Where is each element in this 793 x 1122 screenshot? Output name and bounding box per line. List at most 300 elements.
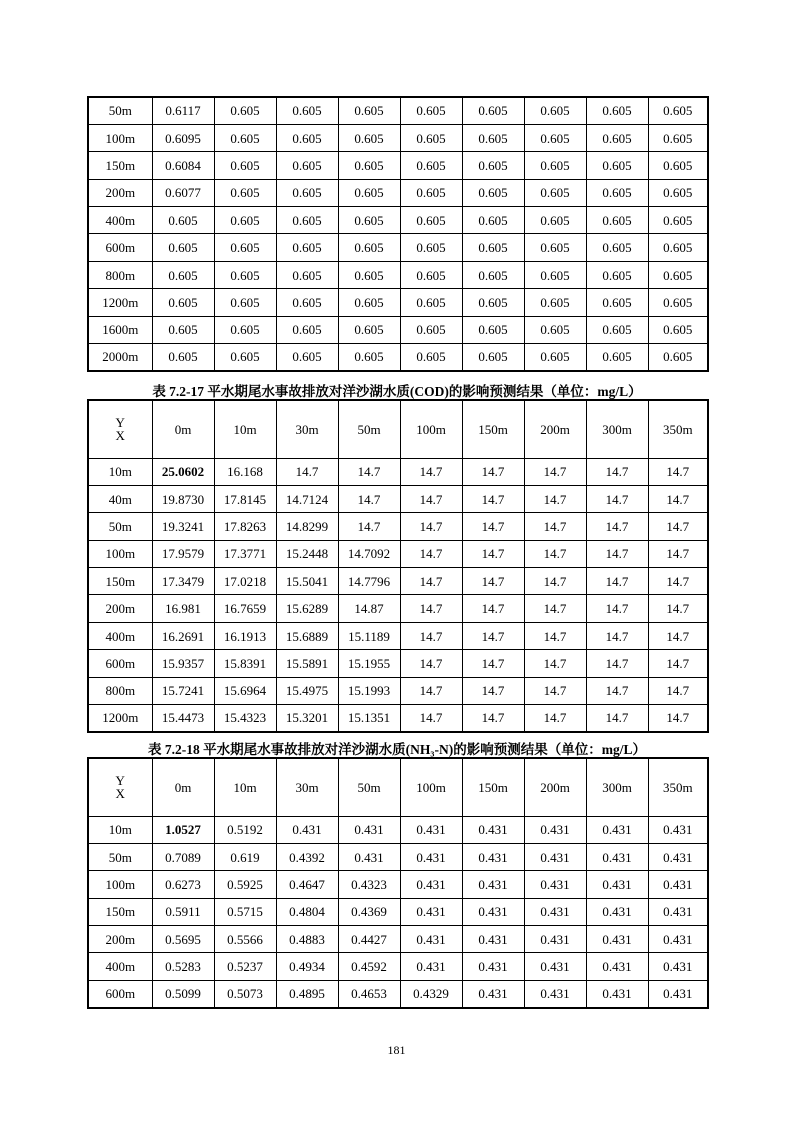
data-cell: 0.431 — [648, 953, 708, 980]
data-cell: 0.605 — [400, 261, 462, 288]
data-cell: 0.605 — [338, 316, 400, 343]
table-row — [88, 207, 708, 234]
data-cell: 0.605 — [524, 207, 586, 234]
data-cell: 14.7 — [462, 622, 524, 649]
data-cell: 0.431 — [462, 843, 524, 870]
data-cell: 0.605 — [276, 316, 338, 343]
data-cell: 14.7 — [400, 458, 462, 485]
column-header: 0m — [152, 400, 214, 458]
data-cell: 0.5695 — [152, 926, 214, 953]
data-cell: 0.431 — [338, 816, 400, 843]
data-cell: 0.605 — [152, 234, 214, 261]
data-cell: 0.605 — [586, 124, 648, 151]
data-cell: 0.5192 — [214, 816, 276, 843]
row-header-cell: 2000m — [88, 344, 152, 371]
data-cell: 0.605 — [214, 97, 276, 124]
data-cell: 15.4473 — [152, 705, 214, 732]
data-cell: 0.605 — [524, 97, 586, 124]
row-header-cell: 50m — [88, 843, 152, 870]
data-cell: 0.431 — [400, 843, 462, 870]
table-cod — [87, 399, 709, 733]
row-header-cell: 50m — [88, 97, 152, 124]
data-cell: 0.605 — [648, 97, 708, 124]
column-header: 100m — [400, 758, 462, 816]
data-cell: 0.605 — [214, 234, 276, 261]
data-cell: 0.605 — [462, 207, 524, 234]
data-cell: 14.7 — [400, 595, 462, 622]
data-cell: 0.605 — [524, 234, 586, 261]
data-cell: 0.605 — [338, 261, 400, 288]
table-row — [88, 595, 708, 622]
data-cell: 0.5925 — [214, 871, 276, 898]
data-cell: 0.605 — [462, 344, 524, 371]
data-cell: 0.605 — [586, 344, 648, 371]
row-header-cell: 200m — [88, 595, 152, 622]
data-cell: 14.7 — [586, 595, 648, 622]
data-cell: 14.7 — [462, 513, 524, 540]
column-header: 0m — [152, 758, 214, 816]
data-cell: 0.6273 — [152, 871, 214, 898]
data-cell: 14.7 — [524, 650, 586, 677]
column-header: 100m — [400, 400, 462, 458]
data-cell: 0.605 — [524, 179, 586, 206]
data-cell: 0.605 — [338, 179, 400, 206]
data-cell: 15.1993 — [338, 677, 400, 704]
data-cell: 0.605 — [586, 97, 648, 124]
row-header-cell: 40m — [88, 485, 152, 512]
data-cell: 0.5073 — [214, 980, 276, 1007]
data-cell: 0.431 — [462, 953, 524, 980]
corner-cell — [88, 758, 152, 816]
data-cell: 0.431 — [524, 871, 586, 898]
row-header-cell: 150m — [88, 568, 152, 595]
data-cell: 0.4883 — [276, 926, 338, 953]
table-row — [88, 871, 708, 898]
data-cell: 0.605 — [276, 124, 338, 151]
data-cell: 0.605 — [462, 316, 524, 343]
data-cell: 0.6095 — [152, 124, 214, 151]
data-cell: 14.7 — [400, 622, 462, 649]
data-cell: 14.7 — [648, 705, 708, 732]
data-cell: 0.605 — [214, 179, 276, 206]
table-row — [88, 152, 708, 179]
data-cell: 14.7 — [462, 677, 524, 704]
corner-x: X — [115, 786, 125, 802]
table3-body — [88, 816, 708, 1008]
data-cell: 0.431 — [586, 843, 648, 870]
data-cell: 14.7 — [400, 677, 462, 704]
table-row — [88, 650, 708, 677]
data-cell: 0.605 — [524, 124, 586, 151]
data-cell: 1.0527 — [152, 816, 214, 843]
data-cell: 0.605 — [152, 261, 214, 288]
table-row — [88, 926, 708, 953]
data-cell: 0.605 — [276, 289, 338, 316]
data-cell: 0.4592 — [338, 953, 400, 980]
table-row — [88, 261, 708, 288]
column-header: 150m — [462, 400, 524, 458]
data-cell: 0.431 — [524, 843, 586, 870]
data-cell: 17.3479 — [152, 568, 214, 595]
data-cell: 0.605 — [524, 316, 586, 343]
data-cell: 0.5715 — [214, 898, 276, 925]
data-cell: 0.431 — [524, 953, 586, 980]
table-row — [88, 316, 708, 343]
data-cell: 0.605 — [648, 289, 708, 316]
data-cell: 0.6117 — [152, 97, 214, 124]
column-header: 50m — [338, 400, 400, 458]
data-cell: 0.605 — [214, 316, 276, 343]
column-header: 200m — [524, 400, 586, 458]
data-cell: 14.7 — [648, 458, 708, 485]
data-cell: 0.605 — [400, 179, 462, 206]
data-cell: 0.4329 — [400, 980, 462, 1007]
data-cell: 14.7 — [648, 485, 708, 512]
data-cell: 15.4975 — [276, 677, 338, 704]
row-header-cell: 400m — [88, 953, 152, 980]
data-cell: 15.5891 — [276, 650, 338, 677]
data-cell: 14.7 — [586, 650, 648, 677]
data-cell: 14.7 — [338, 485, 400, 512]
data-cell: 0.4323 — [338, 871, 400, 898]
data-cell: 0.605 — [152, 207, 214, 234]
data-cell: 16.981 — [152, 595, 214, 622]
row-header-cell: 800m — [88, 261, 152, 288]
data-cell: 14.7 — [648, 513, 708, 540]
data-cell: 0.605 — [462, 124, 524, 151]
data-cell: 0.431 — [648, 926, 708, 953]
data-cell: 14.7 — [462, 650, 524, 677]
data-cell: 16.2691 — [152, 622, 214, 649]
data-cell: 15.6289 — [276, 595, 338, 622]
data-cell: 14.7 — [586, 568, 648, 595]
data-cell: 14.7 — [586, 540, 648, 567]
data-cell: 0.431 — [586, 898, 648, 925]
data-cell: 15.9357 — [152, 650, 214, 677]
data-cell: 0.4804 — [276, 898, 338, 925]
data-cell: 16.1913 — [214, 622, 276, 649]
table-row — [88, 289, 708, 316]
data-cell: 0.5566 — [214, 926, 276, 953]
row-header-cell: 10m — [88, 458, 152, 485]
table-row — [88, 344, 708, 371]
data-cell: 0.605 — [648, 261, 708, 288]
data-cell: 0.605 — [586, 179, 648, 206]
data-cell: 0.431 — [648, 843, 708, 870]
data-cell: 0.605 — [586, 261, 648, 288]
data-cell: 0.605 — [276, 97, 338, 124]
row-header-cell: 200m — [88, 179, 152, 206]
data-cell: 25.0602 — [152, 458, 214, 485]
data-cell: 14.7 — [524, 540, 586, 567]
data-cell: 0.605 — [338, 124, 400, 151]
data-cell: 14.7 — [648, 650, 708, 677]
data-cell: 14.7 — [276, 458, 338, 485]
data-cell: 0.605 — [524, 289, 586, 316]
table2-header — [88, 400, 708, 458]
table-row — [88, 97, 708, 124]
data-cell: 0.605 — [214, 152, 276, 179]
data-cell: 17.8145 — [214, 485, 276, 512]
data-cell: 0.605 — [648, 207, 708, 234]
header-row — [88, 758, 708, 816]
data-cell: 17.0218 — [214, 568, 276, 595]
data-cell: 14.7 — [586, 677, 648, 704]
data-cell: 0.605 — [276, 234, 338, 261]
data-cell: 0.605 — [462, 289, 524, 316]
data-cell: 0.605 — [586, 207, 648, 234]
data-cell: 14.87 — [338, 595, 400, 622]
column-header: 30m — [276, 758, 338, 816]
data-cell: 14.7 — [586, 485, 648, 512]
table-row — [88, 898, 708, 925]
data-cell: 0.605 — [648, 234, 708, 261]
data-cell: 0.605 — [214, 289, 276, 316]
data-cell: 14.7 — [462, 568, 524, 595]
table3-header — [88, 758, 708, 816]
data-cell: 0.5911 — [152, 898, 214, 925]
table-row — [88, 179, 708, 206]
data-cell: 14.7 — [648, 595, 708, 622]
table-row — [88, 816, 708, 843]
data-cell: 14.7092 — [338, 540, 400, 567]
data-cell: 15.1955 — [338, 650, 400, 677]
data-cell: 0.431 — [400, 816, 462, 843]
data-cell: 14.7 — [586, 705, 648, 732]
data-cell: 0.431 — [524, 898, 586, 925]
data-cell: 19.8730 — [152, 485, 214, 512]
data-cell: 0.605 — [276, 344, 338, 371]
table-row — [88, 540, 708, 567]
data-cell: 0.605 — [648, 344, 708, 371]
corner-y: Y — [115, 415, 125, 431]
table3-caption: 表 7.2-18 平水期尾水事故排放对洋沙湖水质(NH₃-N)的影响预测结果（单位：mg/L） — [148, 742, 646, 757]
table-row — [88, 677, 708, 704]
data-cell: 0.605 — [524, 261, 586, 288]
data-cell: 14.7 — [524, 677, 586, 704]
data-cell: 14.7 — [524, 458, 586, 485]
data-cell: 0.431 — [648, 898, 708, 925]
data-cell: 0.605 — [276, 261, 338, 288]
data-cell: 0.605 — [400, 152, 462, 179]
data-cell: 14.7 — [648, 622, 708, 649]
data-cell: 0.4647 — [276, 871, 338, 898]
data-cell: 0.605 — [152, 316, 214, 343]
column-header: 50m — [338, 758, 400, 816]
column-header: 350m — [648, 400, 708, 458]
data-cell: 14.7 — [400, 705, 462, 732]
data-cell: 0.431 — [524, 926, 586, 953]
data-cell: 14.7 — [462, 705, 524, 732]
data-cell: 14.7 — [648, 568, 708, 595]
data-cell: 0.605 — [400, 289, 462, 316]
data-cell: 0.431 — [586, 871, 648, 898]
data-cell: 0.605 — [524, 344, 586, 371]
data-cell: 14.7 — [400, 650, 462, 677]
data-cell: 15.5041 — [276, 568, 338, 595]
column-header: 30m — [276, 400, 338, 458]
data-cell: 0.4934 — [276, 953, 338, 980]
data-cell: 14.7 — [648, 540, 708, 567]
table-row — [88, 568, 708, 595]
data-cell: 0.5099 — [152, 980, 214, 1007]
column-header: 200m — [524, 758, 586, 816]
data-cell: 14.7 — [524, 568, 586, 595]
data-cell: 0.605 — [214, 124, 276, 151]
table-row — [88, 513, 708, 540]
data-cell: 0.6084 — [152, 152, 214, 179]
data-cell: 0.605 — [276, 152, 338, 179]
data-cell: 0.431 — [400, 953, 462, 980]
data-cell: 0.431 — [462, 926, 524, 953]
data-cell: 0.4392 — [276, 843, 338, 870]
table-row — [88, 843, 708, 870]
data-cell: 0.605 — [338, 207, 400, 234]
data-cell: 0.431 — [400, 926, 462, 953]
data-cell: 0.605 — [586, 289, 648, 316]
data-cell: 0.6077 — [152, 179, 214, 206]
table2-caption: 表 7.2-17 平水期尾水事故排放对洋沙湖水质(COD)的影响预测结果（单位：mg/L） — [152, 384, 642, 399]
data-cell: 15.7241 — [152, 677, 214, 704]
column-header: 10m — [214, 400, 276, 458]
data-cell: 14.7 — [524, 513, 586, 540]
table-row — [88, 622, 708, 649]
data-cell: 0.431 — [462, 898, 524, 925]
row-header-cell: 10m — [88, 816, 152, 843]
data-cell: 0.605 — [648, 152, 708, 179]
data-cell: 14.7 — [462, 595, 524, 622]
table-row — [88, 953, 708, 980]
row-header-cell: 600m — [88, 650, 152, 677]
table-nh3n — [87, 757, 709, 1009]
data-cell: 19.3241 — [152, 513, 214, 540]
data-cell: 0.431 — [648, 816, 708, 843]
header-row — [88, 400, 708, 458]
data-cell: 0.605 — [338, 152, 400, 179]
data-cell: 14.7 — [648, 677, 708, 704]
data-cell: 0.605 — [152, 344, 214, 371]
data-cell: 0.431 — [524, 816, 586, 843]
data-cell: 15.1351 — [338, 705, 400, 732]
column-header: 300m — [586, 758, 648, 816]
data-cell: 0.431 — [648, 871, 708, 898]
data-cell: 15.1189 — [338, 622, 400, 649]
data-cell: 0.431 — [462, 816, 524, 843]
row-header-cell: 1200m — [88, 705, 152, 732]
data-cell: 0.605 — [400, 124, 462, 151]
row-header-cell: 600m — [88, 234, 152, 261]
data-cell: 0.5237 — [214, 953, 276, 980]
table-row — [88, 485, 708, 512]
table-continued — [87, 96, 709, 372]
data-cell: 0.619 — [214, 843, 276, 870]
data-cell: 0.5283 — [152, 953, 214, 980]
data-cell: 14.7 — [338, 458, 400, 485]
data-cell: 0.431 — [338, 843, 400, 870]
corner-y: Y — [115, 773, 125, 789]
data-cell: 0.605 — [400, 97, 462, 124]
data-cell: 0.605 — [400, 316, 462, 343]
data-cell: 0.605 — [524, 152, 586, 179]
data-cell: 0.431 — [524, 980, 586, 1007]
data-cell: 14.7 — [524, 485, 586, 512]
data-cell: 0.605 — [586, 234, 648, 261]
data-cell: 15.6964 — [214, 677, 276, 704]
table2-body — [88, 458, 708, 732]
data-cell: 0.605 — [338, 344, 400, 371]
data-cell: 0.605 — [462, 152, 524, 179]
data-cell: 14.7124 — [276, 485, 338, 512]
data-cell: 0.605 — [462, 97, 524, 124]
column-header: 150m — [462, 758, 524, 816]
data-cell: 14.7 — [524, 705, 586, 732]
table-row — [88, 980, 708, 1007]
data-cell: 16.7659 — [214, 595, 276, 622]
table1-body — [88, 97, 708, 371]
data-cell: 0.605 — [400, 344, 462, 371]
data-cell: 0.431 — [586, 953, 648, 980]
data-cell: 0.4653 — [338, 980, 400, 1007]
data-cell: 14.7 — [586, 458, 648, 485]
data-cell: 0.431 — [586, 816, 648, 843]
corner-x: X — [115, 428, 125, 444]
row-header-cell: 200m — [88, 926, 152, 953]
data-cell: 0.4369 — [338, 898, 400, 925]
table-row — [88, 458, 708, 485]
data-cell: 0.605 — [462, 234, 524, 261]
data-cell: 0.605 — [276, 179, 338, 206]
data-cell: 0.605 — [214, 207, 276, 234]
data-cell: 0.4895 — [276, 980, 338, 1007]
row-header-cell: 400m — [88, 207, 152, 234]
data-cell: 15.6889 — [276, 622, 338, 649]
data-cell: 0.431 — [462, 980, 524, 1007]
row-header-cell: 1200m — [88, 289, 152, 316]
data-cell: 14.7 — [400, 513, 462, 540]
data-cell: 0.605 — [462, 179, 524, 206]
data-cell: 16.168 — [214, 458, 276, 485]
data-cell: 0.605 — [462, 261, 524, 288]
data-cell: 14.7 — [586, 513, 648, 540]
data-cell: 15.8391 — [214, 650, 276, 677]
data-cell: 14.7 — [338, 513, 400, 540]
row-header-cell: 100m — [88, 871, 152, 898]
data-cell: 0.605 — [214, 344, 276, 371]
data-cell: 0.605 — [400, 234, 462, 261]
data-cell: 17.3771 — [214, 540, 276, 567]
data-cell: 14.7 — [462, 485, 524, 512]
data-cell: 14.7 — [524, 595, 586, 622]
data-cell: 0.7089 — [152, 843, 214, 870]
data-cell: 0.605 — [586, 316, 648, 343]
data-cell: 0.605 — [338, 289, 400, 316]
row-header-cell: 400m — [88, 622, 152, 649]
data-cell: 0.431 — [400, 898, 462, 925]
data-cell: 14.7 — [400, 540, 462, 567]
data-cell: 15.3201 — [276, 705, 338, 732]
data-cell: 0.605 — [648, 179, 708, 206]
row-header-cell: 800m — [88, 677, 152, 704]
data-cell: 0.431 — [276, 816, 338, 843]
data-cell: 0.605 — [648, 316, 708, 343]
table-row — [88, 705, 708, 732]
data-cell: 14.7 — [400, 568, 462, 595]
data-cell: 14.7 — [400, 485, 462, 512]
data-cell: 15.4323 — [214, 705, 276, 732]
data-cell: 0.431 — [648, 980, 708, 1007]
data-cell: 0.605 — [152, 289, 214, 316]
table-row — [88, 234, 708, 261]
